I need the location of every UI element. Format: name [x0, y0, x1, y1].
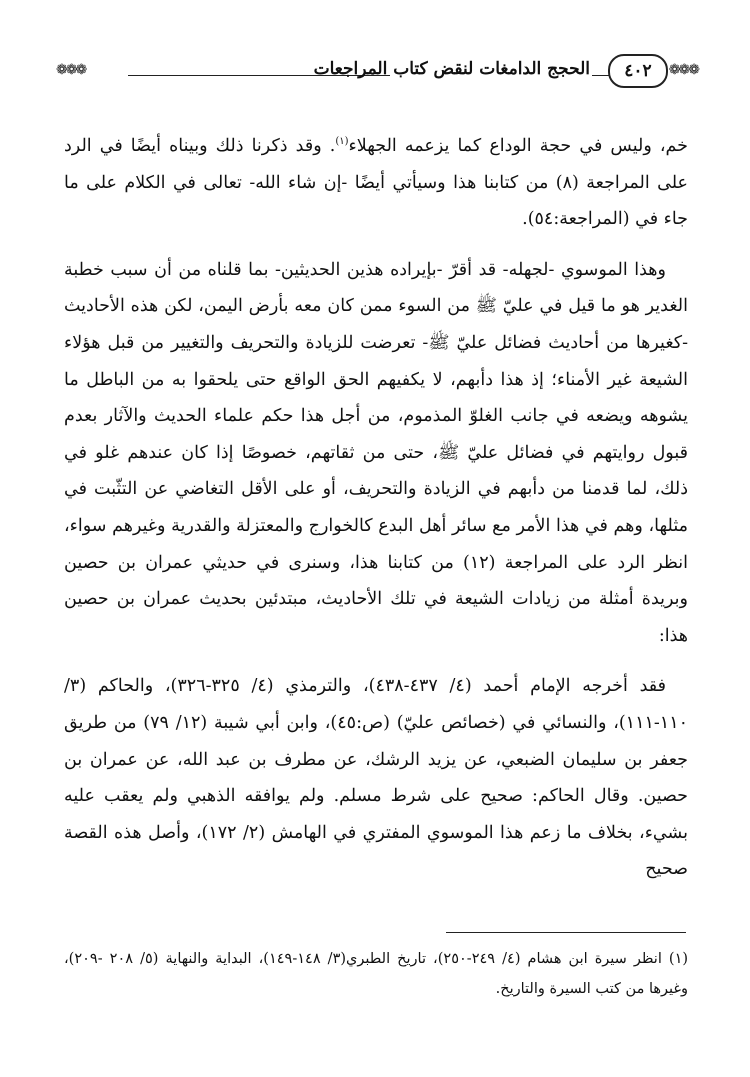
- footnote-1: (١) انظر سيرة ابن هشام (٤/ ٢٤٩-٢٥٠)، تاريخ الطبري(٣/ ١٤٨-١٤٩)، البداية والنهاية (٥/ ٢٠٨ -٢٠٩)، وغيرها من كتب السيرة والتاريخ.: [64, 951, 689, 997]
- header-ornament-left: ❁❁❁: [56, 62, 86, 78]
- footnote-separator: [446, 932, 686, 933]
- header-title: الحجج الدامغات لنقض كتاب المراجعات: [313, 59, 590, 79]
- running-header: [56, 56, 698, 92]
- header-ornament-right: ❁❁❁: [668, 62, 698, 78]
- paragraph-2: وهذا الموسوي -لجهله- قد أقرّ -بإيراده هذين الحديثين- بما قلناه من أن سبب خطبة الغدير هو ما قيل في عليّ ﷺ من السوء ممن كان معه بأرض اليمن، لكن هذه الأحاديث -كغيرها من أحاديث فضائل عليّ ﷺ- تعرضت للزيادة والتحريف والتغيير من قبل هؤلاء الشيعة غير الأمناء؛ إذ هذا دأبهم، لا يكفيهم الحق الواقع حتى يلحقوا به من الباطل ما يشوهه ويضعه في جانب الغلوّ المذموم، من أجل هذا حكم علماء الحديث والآثار بعدم قبول روايتهم في فضائل عليّ ﷺ، حتى من ثقاتهم، خصوصًا إذا كان عندهم غلو في ذلك، لما قدمنا من دأبهم في الزيادة والتحريف، أو على الأقل التغاضي عن التثّبت في مثلها، وهم في هذا الأمر مع سائر أهل البدع كالخوارج والمعتزلة والقدرية وغيرهم سواء، انظر الرد على المراجعة (١٢) من كتابنا هذا، وسنرى في حديثي عمران بن حصين وبريدة أمثلة من زيادات الشيعة في تلك الأحاديث، مبتدئين بحديث عمران بن حصين هذا:: [64, 259, 688, 646]
- paragraph-1-rest: . وقد ذكرنا ذلك وبيناه أيضًا في الرد على المراجعة (٨) من كتابنا هذا وسيأتي أيضًا -إن شاء الله- تعالى في الكلام على ما جاء في (المراجعة:٥٤).: [64, 136, 689, 230]
- footnotes: [64, 944, 688, 1004]
- main-text: [64, 128, 688, 888]
- footnote-ref-1[interactable]: (١): [335, 136, 349, 148]
- page-number: ٤٠٢: [608, 54, 668, 88]
- paragraph-1: [64, 128, 688, 238]
- paragraph-3: فقد أخرجه الإمام أحمد (٤/ ٤٣٧-٤٣٨)، والترمذي (٤/ ٣٢٥-٣٢٦)، والحاكم (٣/ ١١٠-١١١)، والنسائي في (خصائص عليّ) (ص:٤٥)، وابن أبي شيبة (١٢/ ٧٩) من طريق جعفر بن سليمان الضبعي، عن يزيد الرشك، عن مطرف بن عبد الله، عن عمران بن حصين. وقال الحاكم: صحيح على شرط مسلم. ولم يوافقه الذهبي ولم يعقب عليه بشيء، بخلاف ما زعم هذا الموسوي المفتري في الهامش (٢/ ١٧٢)، وأصل هذه القصة صحيح: [64, 676, 688, 880]
- paragraph-1-start: خم، وليس في حجة الوداع كما يزعمه الجهلاء: [348, 136, 688, 156]
